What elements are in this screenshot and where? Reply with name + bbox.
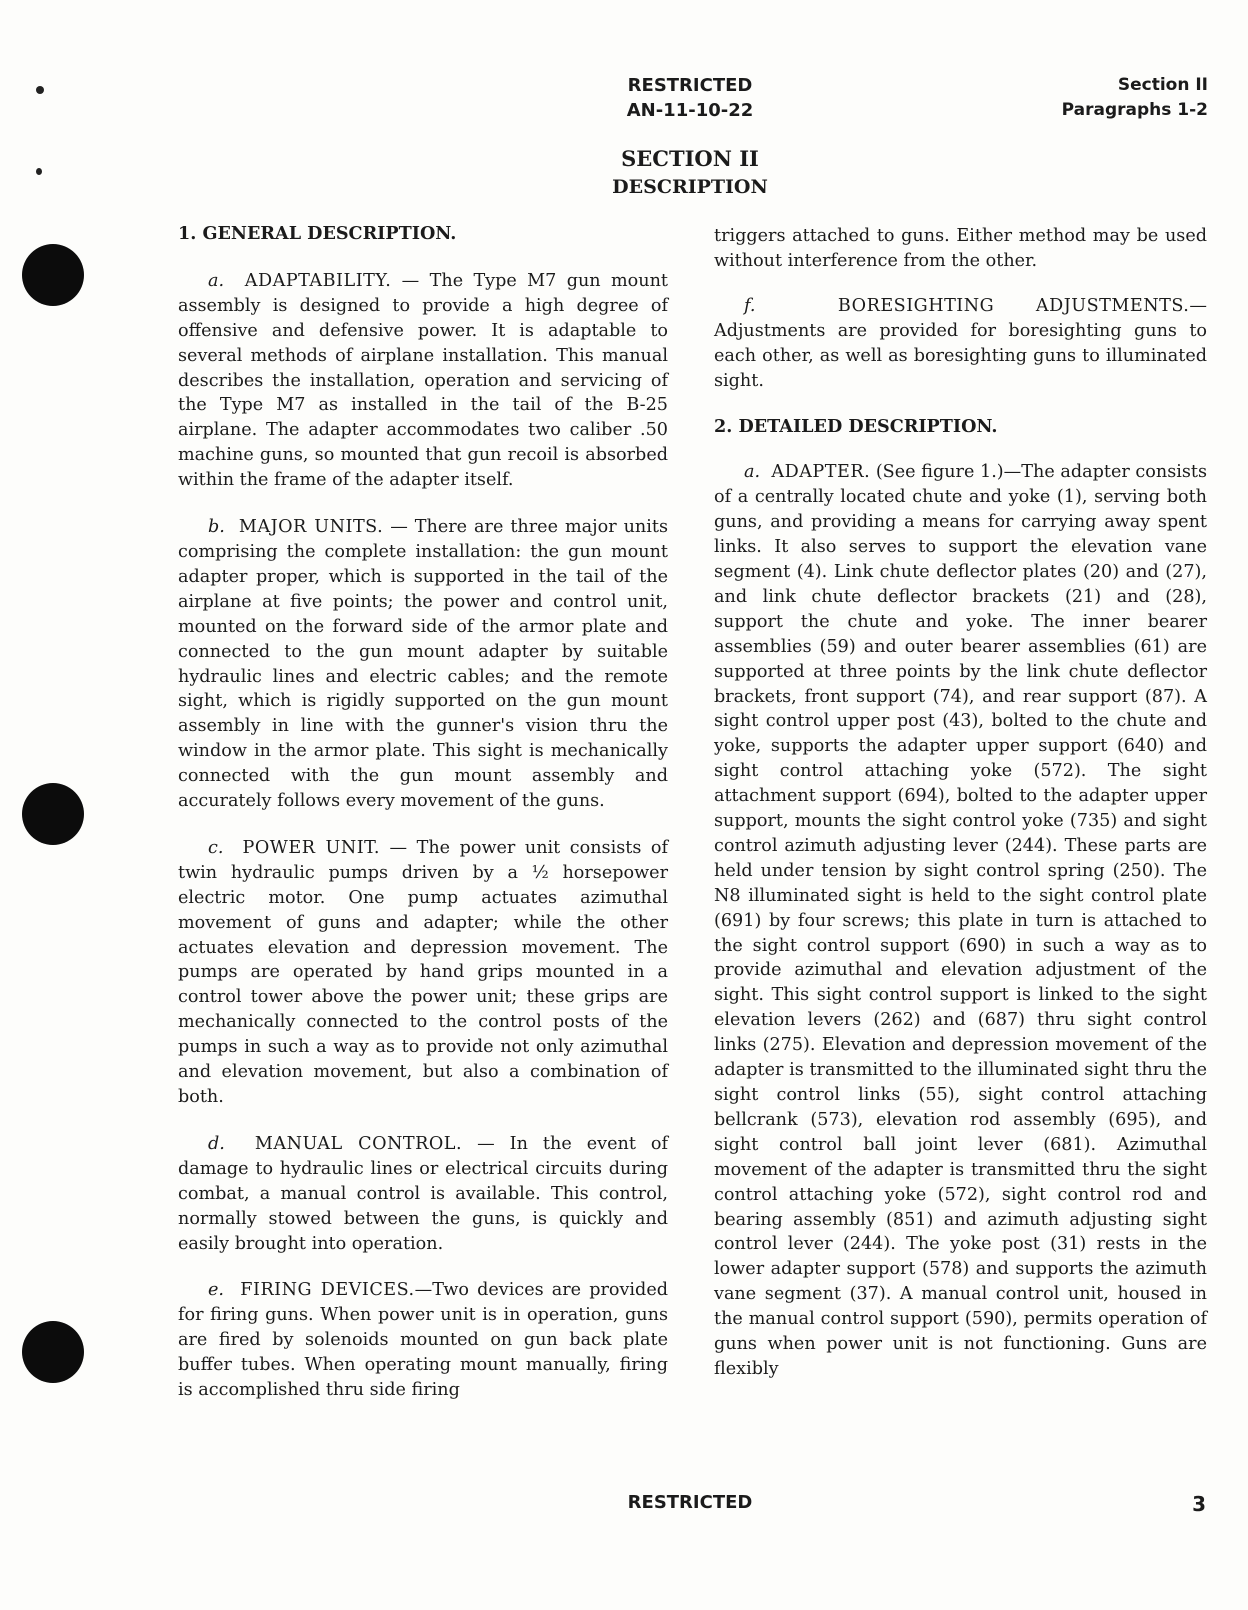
header-section-label: Section II (1117, 75, 1208, 95)
paragraph-text: —Adjustments are provided for boresighting guns to each other, as well as boresighting guns to illuminated sight. (714, 295, 1207, 391)
paragraph-boresighting (714, 294, 1207, 394)
paragraph-title: MANUAL CONTROL. (254, 1133, 463, 1154)
right-column (714, 224, 1207, 1382)
paragraph-letter: b. (208, 517, 225, 538)
section-title: SECTION II (621, 146, 759, 171)
paragraph-firing-devices (178, 1278, 668, 1403)
footer-classification: RESTRICTED (627, 1492, 753, 1513)
paragraph-firing-devices-continued: triggers attached to guns. Either method may be used without interference from the other. (714, 226, 1207, 271)
paragraph-major-units (178, 515, 668, 814)
paragraph-text: — In the event of damage to hydraulic lines or electrical circuits during combat, a manual control is available. This control, normally stowed between the guns, is quickly and easily brought into operation. (178, 1133, 668, 1254)
heading-general-description: 1. GENERAL DESCRIPTION. (178, 223, 457, 244)
paragraph-title: POWER UNIT. (242, 837, 380, 858)
page-header-center (560, 73, 820, 123)
paragraph-adaptability (178, 269, 668, 493)
header-classification: RESTRICTED (627, 75, 753, 96)
paragraph-adapter (714, 460, 1207, 1382)
paragraph-text: — The power unit consists of twin hydraulic pumps driven by a ½ horsepower electric motor. One pump actuates azimuthal movement of guns and adapter; while the other actuates elevation and depression movement. The pumps are operated by hand grips mounted in a control tower above the power unit; these grips are mechanically connected to the control posts of the pumps in such a way as to provide not only azimuthal and elevation movement, but also a combination of both. (178, 837, 668, 1107)
paragraph-title: FIRING DEVICES. (240, 1280, 415, 1301)
paragraph-manual-control (178, 1132, 668, 1257)
binder-hole-top (22, 244, 84, 306)
paragraph-text: (See figure 1.)—The adapter consists of a centrally located chute and yoke (1), serving both guns, and providing a means for carrying away spent links. It also serves to support the elevation vane segment (4). Link chute deflector plates (20) and (27), and link chute deflector brackets (21) and (28), support the chute and yoke. The inner bearer assemblies (59) and outer bearer assemblies (61) are supported at three points by the link chute deflector brackets, front support (74), and rear support (87). A sight control upper post (43), bolted to the chute and yoke, supports the adapter upper support (640) and sight control attaching yoke (572). The sight attachment support (694), bolted to the adapter upper support, mounts the sight control yoke (735) and sight control azimuth adjusting lever (244). These parts are held under tension by sight control spring (250). The N8 illuminated sight is held to the sight control plate (691) by four screws; this plate in turn is attached to the sight control support (690) in such a way as to provide azimuthal and elevation adjustment of the sight. This sight control support is linked to the sight elevation levers (262) and (687) thru sight control links (275). Elevation and depression movement of the adapter is transmitted to the illuminated sight thru the sight control links (55), sight control attaching bellcrank (573), elevation rod assembly (695), and sight control ball joint lever (681). Azimuthal movement of the adapter is transmitted thru the sight control attaching yoke (572), sight control rod and bearing assembly (851) and azimuth adjusting sight control lever (244). The yoke post (31) rests in the lower adapter support (578) and supports the azimuth vane segment (37). A manual control unit, housed in the manual control support (590), permits operation of guns when power unit is not functioning. Guns are flexibly (714, 462, 1207, 1379)
paragraph-title: ADAPTER. (771, 462, 871, 483)
binder-hole-middle (22, 783, 84, 845)
header-document-number: AN-11-10-22 (626, 100, 754, 121)
paragraph-title: ADAPTABILITY. (244, 270, 392, 291)
heading-detailed-description: 2. DETAILED DESCRIPTION. (714, 416, 998, 438)
paragraph-power-unit (178, 836, 668, 1110)
paragraph-text: —Two devices are provided for firing guns. When power unit is in operation, guns are fired by solenoids mounted on gun back plate buffer tubes. When operating mount manually, firing is accomplished thru side firing (178, 1280, 668, 1401)
paragraph-letter: d. (208, 1133, 225, 1154)
paragraph-title: BORESIGHTING ADJUSTMENTS. (837, 295, 1190, 316)
paragraph-text: — The Type M7 gun mount assembly is designed to provide a high degree of offensive and defensive power. It is adaptable to several methods of airplane installation. This manual describes the installation, operation and servicing of the Type M7 as installed in the tail of the B-25 airplane. The adapter accommodates two caliber .50 machine guns, so mounted that gun recoil is absorbed within the frame of the adapter itself. (178, 270, 668, 491)
paragraph-letter: a. (208, 270, 225, 291)
header-paragraphs-label: Paragraphs 1-2 (1061, 100, 1208, 120)
paragraph-letter: f. (744, 295, 756, 316)
paragraph-letter: e. (208, 1280, 225, 1301)
paragraph-title: MAJOR UNITS. (238, 517, 384, 538)
page-header-right (1062, 73, 1208, 123)
left-column (178, 222, 668, 1403)
section-subtitle: DESCRIPTION (612, 176, 768, 198)
paragraph-letter: a. (744, 462, 761, 483)
paragraph-text: — There are three major units comprising the complete installation: the gun mount adapter proper, which is supported in the tail of the airplane at five points; the power and control unit, mounted on the forward side of the armor plate and connected to the gun mount adapter by suitable hydraulic lines and electric cables; and the remote sight, which is rigidly supported on the gun mount assembly in line with the gunner's vision thru the window in the armor plate. This sight is mechanically connected with the gun mount assembly and accurately follows every movement of the guns. (178, 517, 668, 812)
scan-mark (36, 86, 44, 94)
scan-mark (36, 168, 42, 175)
binder-hole-bottom (22, 1321, 84, 1383)
page-number: 3 (1192, 1492, 1206, 1516)
paragraph-letter: c. (208, 837, 224, 858)
